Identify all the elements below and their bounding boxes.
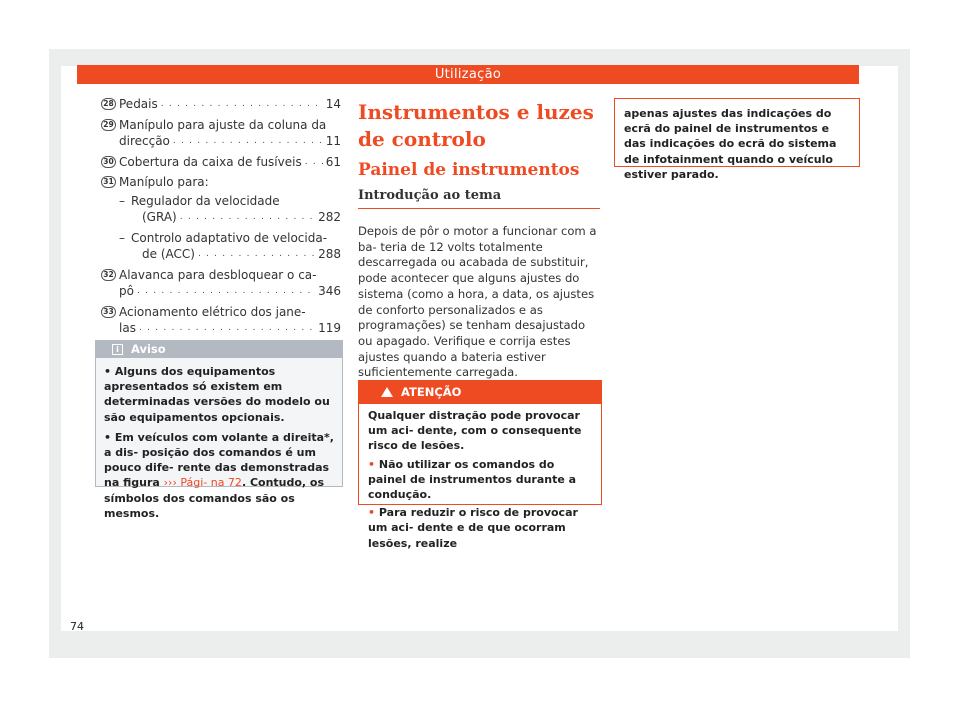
callout-number: 30 <box>101 156 116 168</box>
leader-dots <box>161 96 323 113</box>
warning-body <box>359 404 601 551</box>
item-label: Acionamento elétrico dos jane- <box>119 304 306 319</box>
warning-continuation-box <box>614 98 860 181</box>
notice-text: • Em veículos com volante a direita*, a dis- posição dos comandos é um pouco dife- rente das demonstradas na figura <box>104 430 334 490</box>
callout-number: 29 <box>101 119 116 131</box>
callout-number: 28 <box>101 98 116 110</box>
item-label-cont: direcção <box>119 134 170 148</box>
warning-title: ATENÇÃO <box>401 385 462 399</box>
dash-marker: – <box>119 193 125 208</box>
sub-item-label: Regulador da velocidade <box>131 193 280 208</box>
callout-number: 33 <box>101 306 116 318</box>
index-item-28 <box>101 96 341 113</box>
notice-header <box>96 341 342 358</box>
index-item-33 <box>101 304 341 337</box>
sub-item-label-cont: (GRA) <box>142 210 177 224</box>
item-label: Pedais <box>119 97 158 111</box>
item-label-cont: pô <box>119 284 134 298</box>
leader-dots <box>139 320 315 337</box>
callout-number: 32 <box>101 269 116 281</box>
item-label: Manípulo para: <box>119 175 209 189</box>
index-item-29 <box>101 117 341 150</box>
index-item-32 <box>101 267 341 300</box>
sub-item-label: Controlo adaptativo de velocida- <box>131 230 328 245</box>
index-list <box>101 96 341 341</box>
leader-dots <box>305 154 323 171</box>
warning-text: Para reduzir o risco de provocar um aci- dente e de que ocorram lesões, realize <box>368 506 578 550</box>
warning-continuation-text: apenas ajustes das indicações do ecrã do painel de instrumentos e das indicações do ecrã do sistema de infotainment quando o veículo estiver parado. <box>624 107 837 181</box>
page-ref[interactable]: 11 <box>325 134 341 148</box>
section-title: Instrumentos e luzes de controlo <box>358 100 594 151</box>
leader-dots <box>173 133 323 150</box>
info-icon: i <box>112 344 123 355</box>
index-item-30 <box>101 154 341 171</box>
chapter-header: Utilização <box>77 65 859 84</box>
bullet-marker: • <box>368 506 376 520</box>
body-paragraph: Depois de pôr o motor a funcionar com a ba- teria de 12 volts totalmente descarregada ou acabada de substituir, pode acontecer que alguns ajustes do sistema (como a hora, a data, os ajustes de conforto personalizados e as programações) se tenham desajustado ou apagado. Verifique e corrija estes ajustes quando a bateria estiver suficientemente carregada. <box>358 224 597 380</box>
sub-item <box>119 193 341 226</box>
warning-bullet <box>368 505 592 551</box>
page-link[interactable]: ››› Pági- na 72 <box>163 476 242 490</box>
bullet-marker: • <box>368 457 376 471</box>
notice-body <box>96 358 342 521</box>
item-label-cont: las <box>119 321 136 335</box>
notice-paragraph <box>104 430 334 521</box>
warning-header <box>359 381 601 404</box>
item-label: Manípulo para ajuste da coluna da <box>119 117 327 132</box>
leader-dots <box>198 246 315 263</box>
page-number: 74 <box>70 620 84 633</box>
warning-box <box>358 380 602 550</box>
notice-title: Aviso <box>131 342 166 356</box>
sub-item-label-cont: de (ACC) <box>142 247 195 261</box>
page-ref[interactable]: 288 <box>318 247 341 261</box>
notice-box <box>95 340 343 520</box>
item-label: Alavanca para desbloquear o ca- <box>119 267 317 282</box>
warning-triangle-icon <box>381 387 393 397</box>
page-ref[interactable]: 346 <box>318 284 341 298</box>
item-label: Cobertura da caixa de fusíveis <box>119 154 302 169</box>
warning-bullet <box>368 457 592 503</box>
page-ref[interactable]: 14 <box>325 97 341 111</box>
page-ref[interactable]: 282 <box>318 210 341 224</box>
warning-paragraph: Qualquer distração pode provocar um aci- dente, com o consequente risco de lesões. <box>368 409 582 453</box>
leader-dots <box>137 283 315 300</box>
index-item-31 <box>101 174 341 263</box>
main-section <box>358 99 600 381</box>
topic-heading: Introdução ao tema <box>358 188 600 209</box>
notice-paragraph: • Alguns dos equipamentos apresentados só existem em determinadas versões do modelo ou são equipamentos opcionais. <box>104 365 330 424</box>
dash-marker: – <box>119 230 125 245</box>
leader-dots <box>180 209 315 226</box>
callout-number: 31 <box>101 176 116 188</box>
page-ref[interactable]: 61 <box>325 154 341 169</box>
warning-text: Não utilizar os comandos do painel de instrumentos durante a condução. <box>368 457 577 502</box>
subsection-title: Painel de instrumentos <box>358 160 580 180</box>
notice-text: . Contudo, os símbolos dos comandos são os mesmos. <box>104 476 325 520</box>
sub-item <box>119 230 341 263</box>
page-ref[interactable]: 119 <box>318 321 341 335</box>
